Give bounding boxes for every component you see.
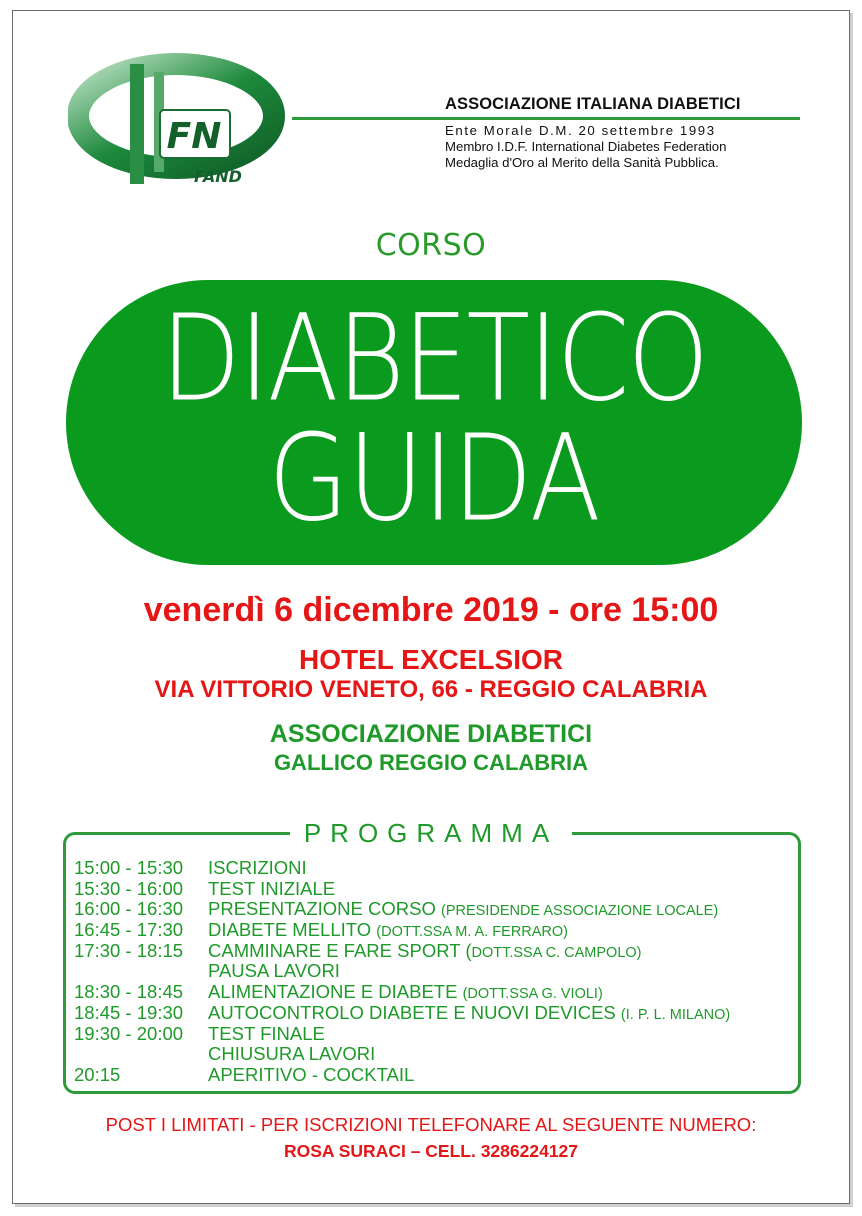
organization-line: Membro I.D.F. International Diabetes Federation: [445, 139, 727, 154]
host-association: ASSOCIAZIONE DIABETICI: [269, 720, 593, 748]
header-rule: [292, 117, 800, 120]
schedule-item: AUTOCONTROLO DIABETE E NUOVI DEVICES (I. P. L. MILANO): [208, 1001, 731, 1023]
schedule-time: 15:00 - 15:30: [74, 857, 184, 878]
schedule-time: 18:30 - 18:45: [74, 981, 184, 1003]
schedule-item: PAUSA LAVORI: [208, 960, 340, 982]
schedule-item: DIABETE MELLITO (DOTT.SSA M. A. FERRARO): [208, 919, 569, 941]
event-address: VIA VITTORIO VENETO, 66 - REGGIO CALABRIA: [154, 676, 708, 703]
course-title-line: DIABETICO: [160, 287, 708, 429]
schedule-row: [74, 920, 804, 941]
schedule-row: [74, 1044, 804, 1065]
svg-text:FN: FN: [166, 116, 222, 157]
schedule-row: [74, 1003, 804, 1024]
schedule-time: 15:30 - 16:00: [74, 877, 184, 899]
schedule-time: 16:00 - 16:30: [74, 898, 184, 920]
schedule-item: PRESENTAZIONE CORSO (PRESIDENDE ASSOCIAZIONE LOCALE): [208, 898, 719, 920]
course-title-banner: [66, 280, 802, 565]
schedule-item: CAMMINARE E FARE SPORT (DOTT.SSA C. CAMPOLO): [208, 939, 642, 961]
schedule-row: [74, 879, 804, 900]
schedule-row: [74, 1024, 804, 1045]
schedule-row: [74, 858, 804, 879]
schedule-row: [74, 982, 804, 1003]
contact-line: ROSA SURACI – CELL. 3286224127: [283, 1141, 579, 1161]
schedule-item: TEST FINALE: [208, 1022, 325, 1044]
schedule-time: 16:45 - 17:30: [74, 919, 184, 941]
organization-title: ASSOCIAZIONE ITALIANA DIABETICI: [445, 95, 741, 113]
organization-line: Ente Morale D.M. 20 settembre 1993: [445, 123, 716, 138]
course-label: CORSO: [375, 228, 487, 263]
schedule-row: [74, 941, 804, 962]
schedule-item: TEST INIZIALE: [208, 877, 336, 899]
schedule-item: APERITIVO - COCKTAIL: [208, 1063, 415, 1085]
organization-line: Medaglia d'Oro al Merito della Sanità Pubblica.: [445, 155, 719, 170]
event-date-time: venerdì 6 dicembre 2019 - ore 15:00: [143, 591, 719, 629]
schedule-item: CHIUSURA LAVORI: [208, 1043, 376, 1065]
programme-title-text: PROGRAMMA: [290, 818, 572, 848]
schedule-time: 20:15: [74, 1063, 121, 1085]
schedule-row: [74, 1065, 804, 1086]
registration-notice: POST I LIMITATI - PER ISCRIZIONI TELEFONARE AL SEGUENTE NUMERO:: [105, 1114, 757, 1135]
schedule-row: [74, 899, 804, 920]
course-title-line: GUIDA: [268, 407, 600, 549]
organization-details: [445, 123, 726, 171]
schedule-time: 19:30 - 20:00: [74, 1022, 184, 1044]
svg-text:FAND: FAND: [194, 167, 242, 186]
schedule-time: 17:30 - 18:15: [74, 939, 184, 961]
event-venue: HOTEL EXCELSIOR: [299, 644, 563, 675]
schedule-row: [74, 961, 804, 982]
host-association-location: GALLICO REGGIO CALABRIA: [273, 750, 589, 775]
fand-logo: [68, 50, 288, 190]
schedule-time: 18:45 - 19:30: [74, 1001, 184, 1023]
programme-title: [0, 818, 862, 849]
schedule-item: ALIMENTAZIONE E DIABETE (DOTT.SSA G. VIOLI): [208, 981, 603, 1003]
programme-schedule: [74, 858, 804, 1086]
schedule-item: ISCRIZIONI: [208, 857, 307, 878]
